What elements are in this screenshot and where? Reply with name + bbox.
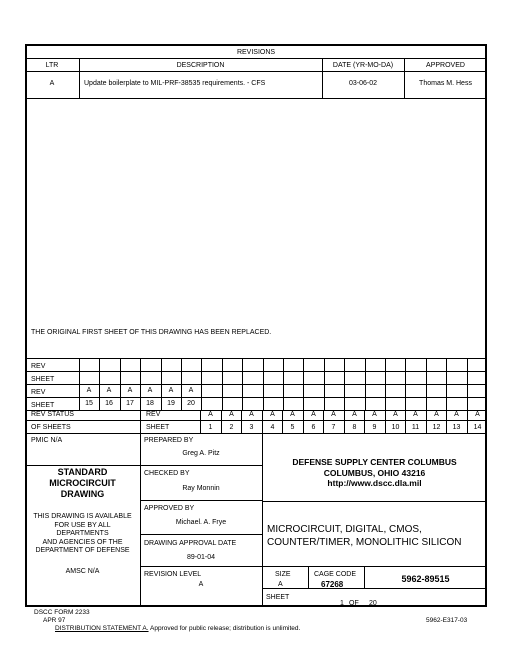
- status-main-rev-cell-6: A: [311, 411, 316, 418]
- status-mid-sheet-label: SHEET: [31, 402, 55, 409]
- status-top-sheet-cell-4: [140, 371, 160, 384]
- status-mid-rev-cell-20: [467, 384, 487, 397]
- revisions-title: REVISIONS: [236, 49, 276, 56]
- approval-date: 89-01-04: [186, 554, 216, 561]
- approved-by-label: APPROVED BY: [144, 505, 195, 512]
- description-header: DESCRIPTION: [176, 62, 225, 69]
- rev-status-label: REV STATUS: [31, 411, 74, 418]
- revision-ltr: A: [49, 80, 55, 87]
- status-main-rev-cell-9: A: [372, 411, 377, 418]
- status-top-sheet-cell-16: [385, 371, 405, 384]
- status-main-sheet-cell-14: 14: [473, 424, 482, 431]
- approval-date-label: DRAWING APPROVAL DATE: [144, 540, 237, 547]
- distribution-label: DISTRIBUTION STATEMENT A.: [55, 625, 149, 632]
- date-header: DATE (YR-MO-DA): [332, 62, 394, 69]
- status-mid-rev-cell-12: [303, 384, 323, 397]
- prepared-by-label: PREPARED BY: [144, 437, 194, 444]
- ltr-header: LTR: [45, 62, 59, 69]
- revision-level-label: REVISION LEVEL: [144, 571, 202, 578]
- status-main-sheet-cell-13: 13: [452, 424, 461, 431]
- status-top-rev-cell-1: [79, 358, 99, 371]
- status-mid-rev-cell-16: [385, 384, 405, 397]
- status-top-sheet-cell-13: [324, 371, 344, 384]
- status-main-rev-cell-14: A: [475, 411, 480, 418]
- amsc: AMSC N/A: [65, 568, 100, 575]
- status-top-sheet-cell-2: [99, 371, 119, 384]
- distribution-statement: [55, 625, 300, 633]
- approved-header: APPROVED: [426, 62, 465, 69]
- status-top-rev-cell-9: [242, 358, 262, 371]
- status-mid-rev-label: REV: [31, 389, 46, 396]
- revision-date: 03-06-02: [348, 80, 378, 87]
- status-top-rev-cell-18: [426, 358, 446, 371]
- revision-approved: Thomas M. Hess: [419, 80, 472, 87]
- status-main-rev-cell-4: A: [270, 411, 275, 418]
- pmic: PMIC N/A: [31, 437, 63, 444]
- standard-heading: STANDARD MICROCIRCUIT DRAWING: [49, 467, 116, 499]
- status-main-rev-cell-1: A: [208, 411, 213, 418]
- status-mid-rev-cell-10: [263, 384, 283, 397]
- cage-code-label: CAGE CODE: [314, 571, 357, 578]
- status-main-rev-cell-3: A: [249, 411, 254, 418]
- prepared-by-name: Greg A. Pitz: [182, 450, 220, 457]
- status-top-sheet-cell-19: [446, 371, 466, 384]
- size-label: SIZE: [275, 571, 291, 578]
- form-date: APR 97: [43, 617, 66, 624]
- status-top-rev-cell-11: [283, 358, 303, 371]
- status-main-sheet-cell-5: 5: [290, 424, 295, 431]
- status-mid-rev-cell-8: [222, 384, 242, 397]
- status-top-sheet-cell-10: [263, 371, 283, 384]
- status-mid-rev-cell-9: [242, 384, 262, 397]
- status-mid-rev-cell-2: A: [106, 387, 112, 394]
- status-mid-sheet-cell-5: 19: [167, 400, 175, 407]
- revision-description: Update boilerplate to MIL-PRF-38535 requirements. - CFS: [84, 80, 266, 87]
- status-top-rev-cell-13: [324, 358, 344, 371]
- status-mid-rev-cell-17: [405, 384, 425, 397]
- status-main-rev-cell-13: A: [454, 411, 459, 418]
- status-top-rev-cell-7: [201, 358, 221, 371]
- status-main-rev-cell-7: A: [331, 411, 336, 418]
- status-top-rev-cell-8: [222, 358, 242, 371]
- status-main-sheet-cell-10: 10: [391, 424, 400, 431]
- status-main-rev-cell-11: A: [413, 411, 418, 418]
- status-main-sheet-cell-12: 12: [432, 424, 441, 431]
- status-top-sheet-cell-7: [201, 371, 221, 384]
- status-top-rev-cell-3: [120, 358, 140, 371]
- status-top-sheet-cell-18: [426, 371, 446, 384]
- status-mid-rev-cell-18: [426, 384, 446, 397]
- status-mid-rev-cell-6: A: [188, 387, 194, 394]
- status-top-sheet-label: SHEET: [31, 376, 55, 383]
- availability-note: THIS DRAWING IS AVAILABLE FOR USE BY ALL DEPARTMENTS AND AGENCIES OF THE DEPARTMENT OF DEFENSE: [33, 513, 132, 554]
- status-main-rev-cell-5: A: [290, 411, 295, 418]
- status-top-sheet-cell-20: [467, 371, 487, 384]
- status-top-rev-label: REV: [31, 363, 46, 370]
- revision-level: A: [198, 581, 204, 588]
- status-top-rev-cell-5: [161, 358, 181, 371]
- status-top-sheet-cell-9: [242, 371, 262, 384]
- status-main-rev-label: REV: [146, 411, 161, 418]
- status-mid-sheet-cell-2: 16: [105, 400, 113, 407]
- status-main-sheet-cell-6: 6: [311, 424, 316, 431]
- status-main-rev-cell-12: A: [434, 411, 439, 418]
- drawing-title: MICROCIRCUIT, DIGITAL, CMOS, COUNTER/TIMER, MONOLITHIC SILICON: [267, 524, 462, 548]
- status-mid-rev-cell-13: [324, 384, 344, 397]
- size-value: A: [278, 581, 283, 588]
- status-top-rev-cell-10: [263, 358, 283, 371]
- status-top-rev-cell-12: [303, 358, 323, 371]
- status-main-sheet-cell-8: 8: [352, 424, 357, 431]
- sheet-label: SHEET: [266, 594, 290, 601]
- status-main-sheet-cell-7: 7: [331, 424, 336, 431]
- status-main-sheet-cell-2: 2: [229, 424, 234, 431]
- status-main-sheet-cell-11: 11: [411, 424, 420, 431]
- status-main-sheet-cell-4: 4: [270, 424, 275, 431]
- agency-block: DEFENSE SUPPLY CENTER COLUMBUS COLUMBUS, OHIO 43216 http://www.dscc.dla.mil: [292, 457, 457, 488]
- status-top-rev-cell-17: [405, 358, 425, 371]
- status-top-rev-cell-4: [140, 358, 160, 371]
- checked-by-label: CHECKED BY: [144, 470, 190, 477]
- distribution-text: Approved for public release; distribution is unlimited.: [148, 625, 301, 632]
- document-code: 5962-E317-03: [426, 617, 468, 624]
- cage-code: 67268: [321, 580, 344, 589]
- status-top-rev-cell-14: [344, 358, 364, 371]
- approved-by-name: Michael. A. Frye: [175, 519, 227, 526]
- form-number: DSCC FORM 2233: [34, 609, 90, 616]
- status-mid-rev-cell-11: [283, 384, 303, 397]
- status-main-rev-cell-8: A: [352, 411, 357, 418]
- status-top-sheet-cell-17: [405, 371, 425, 384]
- sheet-total: 20: [369, 600, 377, 607]
- status-top-rev-cell-19: [446, 358, 466, 371]
- status-mid-rev-cell-5: A: [168, 387, 174, 394]
- status-top-sheet-cell-1: [79, 371, 99, 384]
- status-mid-rev-cell-15: [365, 384, 385, 397]
- status-mid-rev-cell-7: [201, 384, 221, 397]
- status-main-sheet-cell-9: 9: [372, 424, 377, 431]
- status-top-rev-cell-20: [467, 358, 487, 371]
- of-sheets-label: OF SHEETS: [31, 424, 71, 431]
- replaced-note: THE ORIGINAL FIRST SHEET OF THIS DRAWING HAS BEEN REPLACED.: [31, 329, 272, 336]
- status-top-rev-cell-16: [385, 358, 405, 371]
- status-top-rev-cell-6: [181, 358, 201, 371]
- status-main-rev-cell-10: A: [393, 411, 398, 418]
- status-mid-rev-cell-4: A: [147, 387, 153, 394]
- status-top-sheet-cell-5: [161, 371, 181, 384]
- status-top-sheet-cell-14: [344, 371, 364, 384]
- status-top-sheet-cell-6: [181, 371, 201, 384]
- checked-by-name: Ray Monnin: [182, 485, 220, 492]
- status-top-sheet-cell-12: [303, 371, 323, 384]
- drawing-number: 5962-89515: [401, 574, 450, 584]
- status-mid-rev-cell-1: A: [86, 387, 92, 394]
- sheet-number: 1: [340, 600, 344, 607]
- status-top-sheet-cell-3: [120, 371, 140, 384]
- status-main-rev-cell-2: A: [229, 411, 234, 418]
- status-main-sheet-cell-3: 3: [249, 424, 254, 431]
- status-top-rev-cell-2: [99, 358, 119, 371]
- status-mid-rev-cell-14: [344, 384, 364, 397]
- status-mid-rev-cell-19: [446, 384, 466, 397]
- status-top-rev-cell-15: [365, 358, 385, 371]
- status-mid-rev-cell-3: A: [127, 387, 133, 394]
- status-top-sheet-cell-8: [222, 371, 242, 384]
- status-main-sheet-label: SHEET: [146, 424, 170, 431]
- status-mid-sheet-cell-6: 20: [187, 400, 195, 407]
- sheet-of-label: OF: [349, 600, 359, 607]
- status-main-sheet-cell-1: 1: [208, 424, 213, 431]
- status-mid-sheet-cell-1: 15: [85, 400, 93, 407]
- status-top-sheet-cell-15: [365, 371, 385, 384]
- status-top-sheet-cell-11: [283, 371, 303, 384]
- status-mid-sheet-cell-3: 17: [126, 400, 134, 407]
- status-mid-sheet-cell-4: 18: [146, 400, 154, 407]
